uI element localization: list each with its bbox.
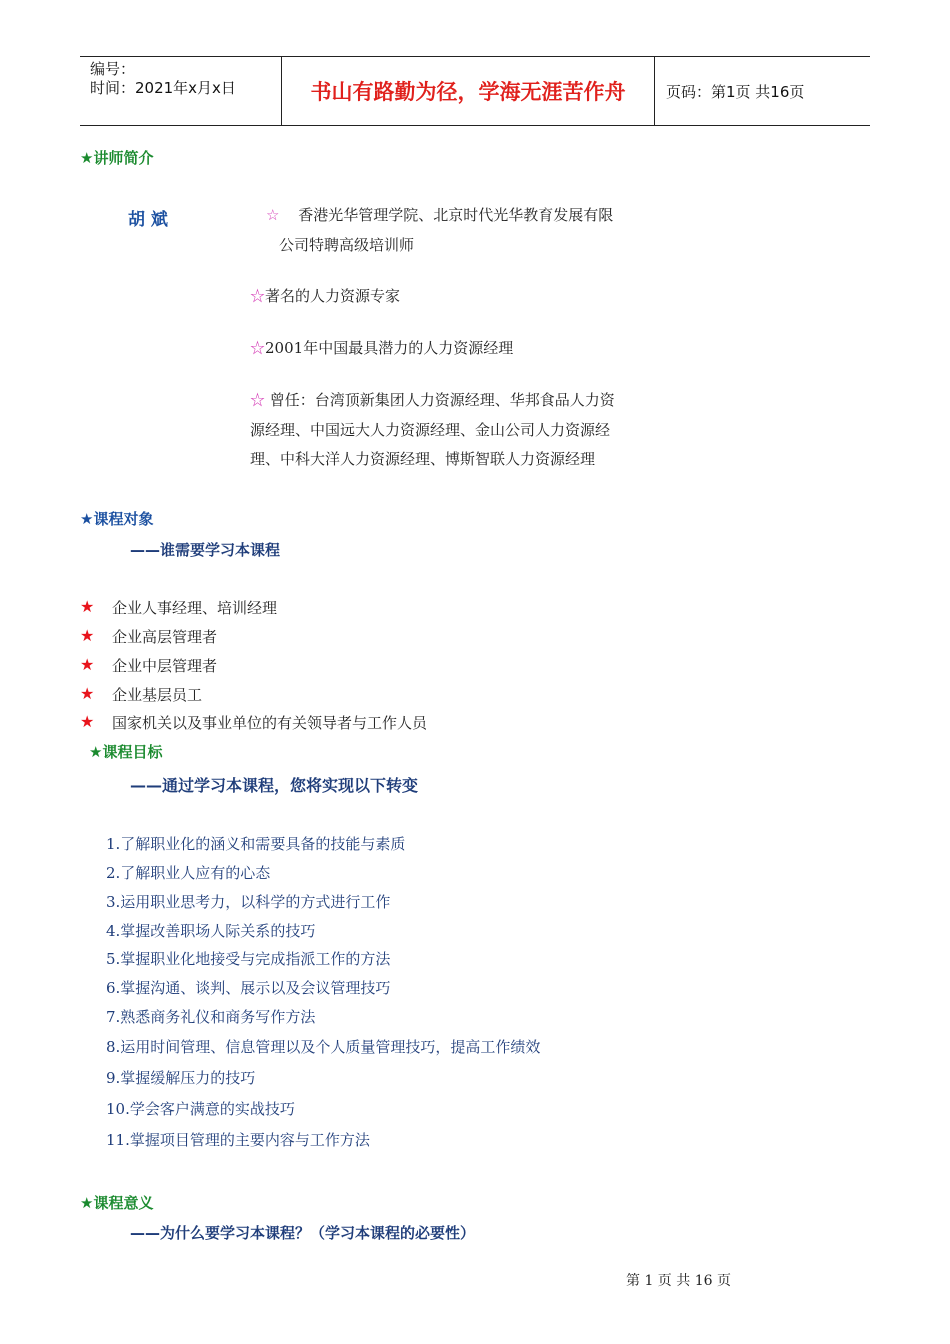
section-title-significance: ★课程意义 bbox=[80, 1194, 154, 1212]
red-star-icon: ★ bbox=[80, 684, 95, 703]
section-title-goals: ★课程目标 bbox=[89, 743, 163, 761]
red-star-icon: ★ bbox=[80, 712, 95, 731]
list-item: 8.运用时间管理、信息管理以及个人质量管理技巧，提高工作绩效 bbox=[106, 1038, 541, 1056]
list-item: 4.掌握改善职场人际关系的技巧 bbox=[106, 922, 316, 940]
list-item: 9.掌握缓解压力的技巧 bbox=[106, 1069, 256, 1087]
list-item bbox=[80, 597, 278, 617]
header-meta bbox=[90, 60, 236, 98]
list-item bbox=[80, 626, 218, 646]
list-item bbox=[80, 655, 218, 675]
audience-item: 企业中层管理者 bbox=[112, 657, 218, 675]
instructor-bullet-3 bbox=[250, 337, 513, 358]
audience-item: 企业高层管理者 bbox=[112, 628, 218, 646]
list-item: 6.掌握沟通、谈判、展示以及会议管理技巧 bbox=[106, 979, 391, 997]
list-item: 11.掌握项目管理的主要内容与工作方法 bbox=[106, 1131, 370, 1149]
header-time-label: 时间：2021年x月x日 bbox=[90, 79, 236, 97]
pink-star-icon: ☆ bbox=[250, 287, 266, 305]
pink-star-icon: ☆ bbox=[250, 391, 266, 409]
list-item: 3.运用职业思考力，以科学的方式进行工作 bbox=[106, 893, 391, 911]
instructor-bullet-line: 香港光华管理学院、北京时代光华教育发展有限 bbox=[298, 206, 614, 224]
list-item bbox=[80, 684, 203, 704]
significance-subtitle: ——为什么要学习本课程？（学习本课程的必要性） bbox=[130, 1224, 476, 1242]
list-item: 1.了解职业化的涵义和需要具备的技能与素质 bbox=[106, 835, 406, 853]
audience-subtitle: ——谁需要学习本课程 bbox=[130, 541, 281, 559]
instructor-bullet-4 bbox=[250, 389, 615, 410]
pink-star-icon: ☆ bbox=[266, 206, 280, 224]
audience-item: 企业基层员工 bbox=[112, 686, 203, 704]
instructor-bullet-line: 理、中科大洋人力资源经理、博斯智联人力资源经理 bbox=[250, 450, 596, 468]
instructor-bullet-line: 公司特聘高级培训师 bbox=[279, 236, 415, 254]
header-page-info: 页码：第1页 共16页 bbox=[666, 82, 805, 101]
list-item: 5.掌握职业化地接受与完成指派工作的方法 bbox=[106, 950, 391, 968]
pink-star-icon: ☆ bbox=[250, 339, 266, 357]
audience-item: 国家机关以及事业单位的有关领导者与工作人员 bbox=[112, 714, 428, 732]
instructor-bullet-line: 2001年中国最具潜力的人力资源经理 bbox=[265, 339, 514, 357]
red-star-icon: ★ bbox=[80, 597, 95, 616]
red-star-icon: ★ bbox=[80, 626, 95, 645]
instructor-bullet-2 bbox=[250, 285, 400, 306]
list-item: 7.熟悉商务礼仪和商务写作方法 bbox=[106, 1008, 316, 1026]
list-item: 2.了解职业人应有的心态 bbox=[106, 864, 271, 882]
document-header bbox=[80, 56, 870, 126]
instructor-bullet-line: 曾任：台湾顶新集团人力资源经理、华邦食品人力资 bbox=[269, 391, 615, 409]
instructor-bullet-1 bbox=[266, 204, 613, 225]
instructor-bullet-line: 源经理、中国远大人力资源经理、金山公司人力资源经 bbox=[250, 421, 611, 439]
list-item: 10.学会客户满意的实战技巧 bbox=[106, 1100, 295, 1118]
section-title-instructor: ★讲师简介 bbox=[80, 149, 154, 167]
goals-subtitle: ——通过学习本课程，您将实现以下转变 bbox=[130, 776, 419, 795]
header-number-label: 编号： bbox=[90, 60, 136, 78]
instructor-name: 胡 斌 bbox=[128, 210, 168, 230]
audience-item: 企业人事经理、培训经理 bbox=[112, 599, 278, 617]
page-footer: 第 1 页 共 16 页 bbox=[626, 1273, 731, 1289]
instructor-bullet-line: 著名的人力资源专家 bbox=[265, 287, 401, 305]
section-title-audience: ★课程对象 bbox=[80, 510, 154, 528]
header-motto: 书山有路勤为径，学海无涯苦作舟 bbox=[310, 80, 626, 104]
list-item bbox=[80, 712, 428, 732]
header-divider bbox=[654, 57, 655, 125]
red-star-icon: ★ bbox=[80, 655, 95, 674]
